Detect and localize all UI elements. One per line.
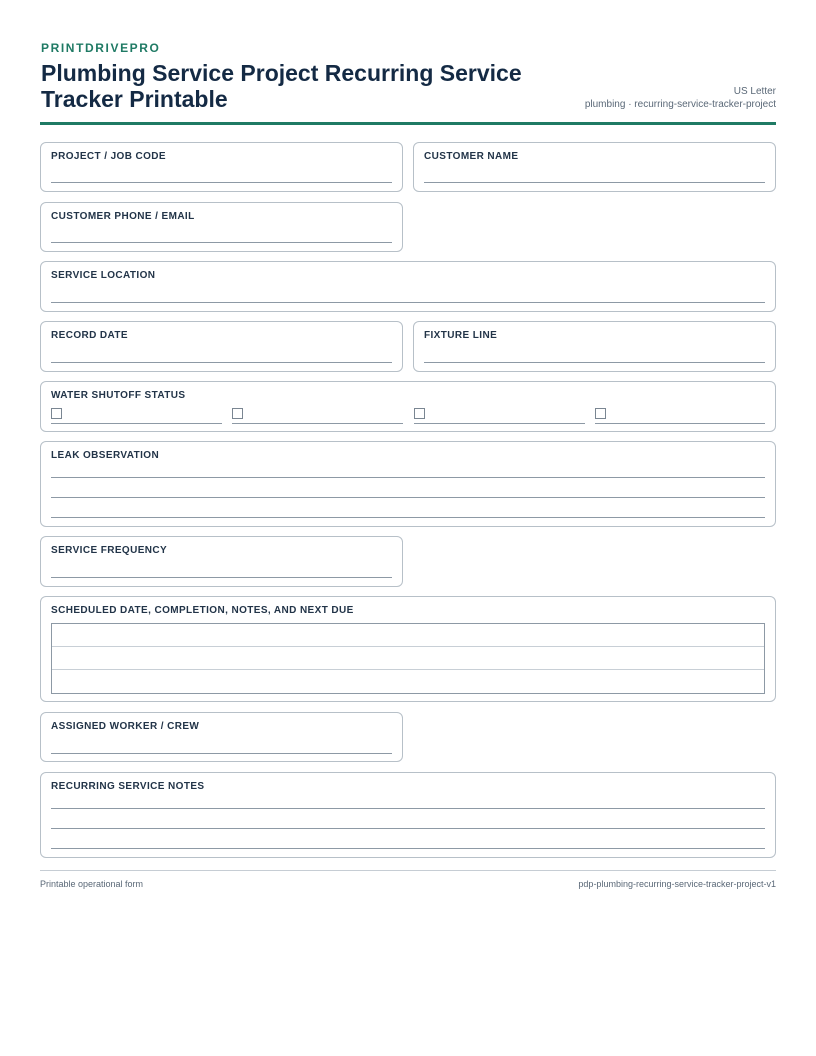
checkbox[interactable]: [414, 408, 425, 419]
service-location-label: SERVICE LOCATION: [51, 270, 156, 281]
brand-name: PRINTDRIVEPRO: [41, 41, 161, 55]
page-meta: [585, 85, 776, 111]
service-location-field: [40, 261, 776, 312]
recurring-service-notes-line-1[interactable]: [51, 808, 765, 809]
table-row[interactable]: [52, 670, 764, 693]
water-shutoff-status-label: WATER SHUTOFF STATUS: [51, 390, 186, 401]
assigned-worker-crew-label: ASSIGNED WORKER / CREW: [51, 721, 200, 732]
recurring-service-notes-line-2[interactable]: [51, 828, 765, 829]
leak-observation-line-2[interactable]: [51, 497, 765, 498]
fixture-line-label: FIXTURE LINE: [424, 330, 498, 341]
customer-name-input[interactable]: [424, 182, 765, 183]
project-job-code-field: [40, 142, 403, 192]
leak-observation-line-3[interactable]: [51, 517, 765, 518]
table-row[interactable]: [52, 624, 764, 647]
service-location-input[interactable]: [51, 302, 765, 303]
record-date-input[interactable]: [51, 362, 392, 363]
schedule-table-field: [40, 596, 776, 702]
checkbox[interactable]: [232, 408, 243, 419]
service-frequency-input[interactable]: [51, 577, 392, 578]
water-shutoff-option-2: [232, 408, 403, 424]
record-date-label: RECORD DATE: [51, 330, 128, 341]
footer-divider: [40, 870, 776, 871]
service-frequency-field: [40, 536, 403, 587]
water-shutoff-option-4: [595, 408, 765, 424]
record-date-field: [40, 321, 403, 372]
water-shutoff-option-1: [51, 408, 222, 424]
schedule-table-label: SCHEDULED DATE, COMPLETION, NOTES, AND NEXT DUE: [51, 605, 354, 616]
recurring-service-notes-field: [40, 772, 776, 858]
customer-phone-email-input[interactable]: [51, 242, 392, 243]
water-shutoff-option-3: [414, 408, 585, 424]
leak-observation-field: [40, 441, 776, 527]
service-frequency-label: SERVICE FREQUENCY: [51, 545, 168, 556]
footer-form-type: Printable operational form: [40, 879, 144, 889]
header-divider: [40, 122, 776, 125]
customer-name-field: [413, 142, 776, 192]
checkbox[interactable]: [595, 408, 606, 419]
fixture-line-input[interactable]: [424, 362, 765, 363]
table-row[interactable]: [52, 647, 764, 670]
water-shutoff-status-field: [40, 381, 776, 432]
category-path: plumbing · recurring-service-tracker-project: [584, 99, 776, 110]
project-job-code-label: PROJECT / JOB CODE: [51, 151, 166, 162]
customer-phone-email-label: CUSTOMER PHONE / EMAIL: [51, 211, 195, 222]
fixture-line-field: [413, 321, 776, 372]
schedule-table: [51, 623, 765, 694]
leak-observation-label: LEAK OBSERVATION: [51, 450, 160, 461]
assigned-worker-crew-field: [40, 712, 403, 762]
customer-phone-email-field: [40, 202, 403, 252]
paper-size: US Letter: [733, 86, 776, 97]
leak-observation-line-1[interactable]: [51, 477, 765, 478]
page-title: Plumbing Service Project Recurring Service Tracker Printable: [41, 60, 522, 112]
checkbox[interactable]: [51, 408, 62, 419]
footer-form-id: pdp-plumbing-recurring-service-tracker-project-v1: [578, 879, 776, 889]
assigned-worker-crew-input[interactable]: [51, 753, 392, 754]
recurring-service-notes-line-3[interactable]: [51, 848, 765, 849]
customer-name-label: CUSTOMER NAME: [424, 151, 519, 162]
recurring-service-notes-label: RECURRING SERVICE NOTES: [51, 781, 205, 792]
project-job-code-input[interactable]: [51, 182, 392, 183]
